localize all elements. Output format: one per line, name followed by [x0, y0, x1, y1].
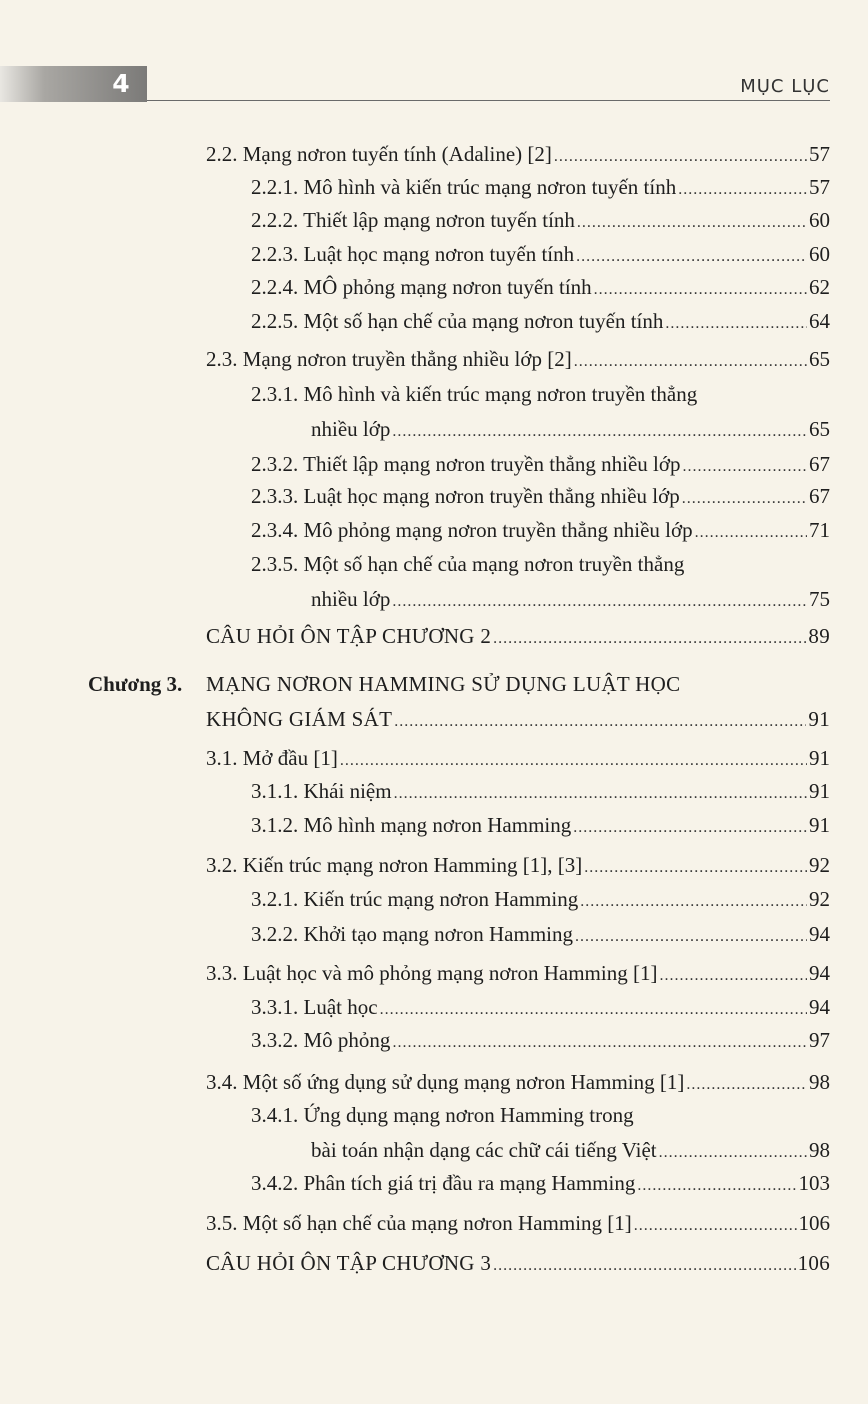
leader-dots: [493, 624, 806, 654]
toc-page-number: 103: [798, 1171, 830, 1195]
leader-dots: [584, 853, 807, 883]
chapter-3-label: Chương 3.: [88, 672, 183, 696]
leader-dots: [392, 417, 807, 447]
toc-entry-label: 2.2.4. MÔ phỏng mạng nơron tuyến tính: [251, 275, 592, 299]
toc-entry-2-3-1-line1: 2.3.1. Mô hình và kiến trúc mạng nơron truyền thẳng: [251, 382, 698, 406]
toc-page-number: 91: [809, 746, 830, 770]
toc-entry-label: 3.4. Một số ứng dụng sử dụng mạng nơron Hamming [1]: [206, 1070, 685, 1094]
leader-dots: [576, 242, 807, 272]
toc-entry-label: 3.3. Luật học và mô phỏng mạng nơron Hamming [1]: [206, 961, 658, 985]
toc-entry-review-chapter-3: [206, 1248, 830, 1278]
toc-entry-label: 3.1. Mở đầu [1]: [206, 746, 338, 770]
leader-dots: [665, 309, 807, 339]
toc-entry-2-2-5: [251, 306, 830, 336]
toc-entry-label: CÂU HỎI ÔN TẬP CHƯƠNG 2: [206, 624, 492, 648]
toc-page-number: 57: [809, 175, 830, 199]
toc-page-number: 57: [809, 142, 830, 166]
leader-dots: [554, 142, 807, 172]
toc-page-number: 91: [809, 813, 830, 837]
toc-page-number: 98: [809, 1070, 830, 1094]
toc-page-number: 91: [808, 707, 830, 731]
toc-page-number: 92: [809, 887, 830, 911]
toc-page-number: 65: [809, 417, 830, 441]
toc-entry-2-2-3: [251, 239, 830, 269]
leader-dots: [392, 587, 807, 617]
toc-entry-3-1: [206, 743, 830, 773]
toc-page-number: 94: [809, 922, 830, 946]
leader-dots: [577, 208, 807, 238]
toc-entry-2-3-5: [311, 584, 830, 614]
leader-dots: [637, 1171, 796, 1201]
toc-entry-label: CÂU HỎI ÔN TẬP CHƯƠNG 3: [206, 1251, 492, 1275]
toc-entry-3-4-1: [311, 1135, 830, 1165]
toc-entry-label: 2.3.2. Thiết lập mạng nơron truyền thẳng nhiều lớp: [251, 452, 681, 476]
leader-dots: [394, 707, 806, 737]
toc-entry-label: 2.3. Mạng nơron truyền thẳng nhiều lớp [2]: [206, 347, 572, 371]
toc-entry-2-3-1: [311, 414, 830, 444]
leader-dots: [659, 1138, 807, 1168]
toc-entry-label: 2.2.1. Mô hình và kiến trúc mạng nơron tuyến tính: [251, 175, 677, 199]
toc-entry-2-2-1: [251, 172, 830, 202]
toc-page-number: 94: [809, 995, 830, 1019]
leader-dots: [634, 1211, 797, 1241]
toc-page-number: 75: [809, 587, 830, 611]
leader-dots: [678, 175, 807, 205]
leader-dots: [695, 518, 807, 548]
toc-entry-label: 3.2.2. Khởi tạo mạng nơron Hamming: [251, 922, 574, 946]
toc-entry-chapter-3: [206, 704, 830, 734]
toc-entry-3-3-2: [251, 1025, 830, 1055]
toc-entry-label: KHÔNG GIÁM SÁT: [206, 707, 393, 731]
leader-dots: [394, 779, 807, 809]
toc-entry-3-3: [206, 958, 830, 988]
toc-page-number: 60: [809, 242, 830, 266]
toc-entry-label: 3.5. Một số hạn chế của mạng nơron Hamming [1]: [206, 1211, 632, 1235]
toc-entry-2-3-5-line1: 2.3.5. Một số hạn chế của mạng nơron truyền thẳng: [251, 552, 685, 576]
toc-page-number: 67: [809, 452, 830, 476]
toc-entry-label: nhiều lớp: [311, 587, 391, 611]
toc-entry-3-4-2: [251, 1168, 830, 1198]
toc-entry-label: 3.1.1. Khái niệm: [251, 779, 392, 803]
toc-entry-3-4-1-line1: 3.4.1. Ứng dụng mạng nơron Hamming trong: [251, 1103, 634, 1127]
toc-entry-3-4: [206, 1067, 830, 1097]
toc-page-number: 89: [808, 624, 830, 648]
toc-page-number: 62: [809, 275, 830, 299]
toc-entry-2-2-2: [251, 205, 830, 235]
toc-entry-3-3-1: [251, 992, 830, 1022]
toc-entry-label: 3.2. Kiến trúc mạng nơron Hamming [1], [3]: [206, 853, 583, 877]
toc-entry-2-2-4: [251, 272, 830, 302]
toc-entry-3-1-2: [251, 810, 830, 840]
toc-entry-review-chapter-2: [206, 621, 830, 651]
leader-dots: [574, 347, 807, 377]
leader-dots: [493, 1251, 795, 1281]
toc-entry-2-3-3: [251, 481, 830, 511]
leader-dots: [659, 961, 807, 991]
toc-entry-label: 2.2.2. Thiết lập mạng nơron tuyến tính: [251, 208, 575, 232]
leader-dots: [380, 995, 807, 1025]
toc-entry-2-3-4: [251, 515, 830, 545]
toc-entry-3-1-1: [251, 776, 830, 806]
leader-dots: [580, 887, 807, 917]
toc-entry-label: nhiều lớp: [311, 417, 391, 441]
toc-page-number: 65: [809, 347, 830, 371]
toc-page-number: 67: [809, 484, 830, 508]
toc-page-number: 91: [809, 779, 830, 803]
leader-dots: [594, 275, 807, 305]
toc-entry-label: 2.3.4. Mô phỏng mạng nơron truyền thẳng nhiều lớp: [251, 518, 693, 542]
leader-dots: [683, 452, 808, 482]
toc-entry-3-2-2: [251, 919, 830, 949]
leader-dots: [573, 813, 807, 843]
toc-entry-2-2: [206, 139, 830, 169]
page-number: 4: [112, 69, 130, 98]
toc-entry-label: 3.3.1. Luật học: [251, 995, 378, 1019]
leader-dots: [686, 1070, 807, 1100]
toc-entry-label: 2.2. Mạng nơron tuyến tính (Adaline) [2]: [206, 142, 552, 166]
toc-page-number: 97: [809, 1028, 830, 1052]
toc-entry-3-2: [206, 850, 830, 880]
toc-entry-2-3-2: [251, 449, 830, 479]
toc-entry-3-2-1: [251, 884, 830, 914]
leader-dots: [392, 1028, 807, 1058]
section-title: MỤC LỤC: [740, 76, 830, 97]
toc-page-number: 106: [798, 1211, 830, 1235]
toc-entry-2-3: [206, 344, 830, 374]
chapter-3-title-line1: MẠNG NƠRON HAMMING SỬ DỤNG LUẬT HỌC: [206, 672, 681, 696]
toc-entry-label: 2.3.3. Luật học mạng nơron truyền thẳng nhiều lớp: [251, 484, 680, 508]
toc-entry-label: 2.2.5. Một số hạn chế của mạng nơron tuyến tính: [251, 309, 664, 333]
leader-dots: [575, 922, 807, 952]
toc-page-number: 98: [809, 1138, 830, 1162]
toc-entry-label: 3.1.2. Mô hình mạng nơron Hamming: [251, 813, 572, 837]
toc-page-number: 94: [809, 961, 830, 985]
leader-dots: [340, 746, 807, 776]
toc-page-number: 71: [809, 518, 830, 542]
toc-page-number: 92: [809, 853, 830, 877]
toc-entry-label: 3.4.2. Phân tích giá trị đầu ra mạng Hamming: [251, 1171, 636, 1195]
leader-dots: [682, 484, 807, 514]
toc-entry-label: 2.2.3. Luật học mạng nơron tuyến tính: [251, 242, 575, 266]
toc-entry-label: 3.3.2. Mô phỏng: [251, 1028, 391, 1052]
toc-entry-label: bài toán nhận dạng các chữ cái tiếng Việt: [311, 1138, 657, 1162]
toc-page-number: 106: [797, 1251, 830, 1275]
toc-entry-label: 3.2.1. Kiến trúc mạng nơron Hamming: [251, 887, 579, 911]
toc-entry-3-5: [206, 1208, 830, 1238]
toc-page-number: 60: [809, 208, 830, 232]
toc-page-number: 64: [809, 309, 830, 333]
